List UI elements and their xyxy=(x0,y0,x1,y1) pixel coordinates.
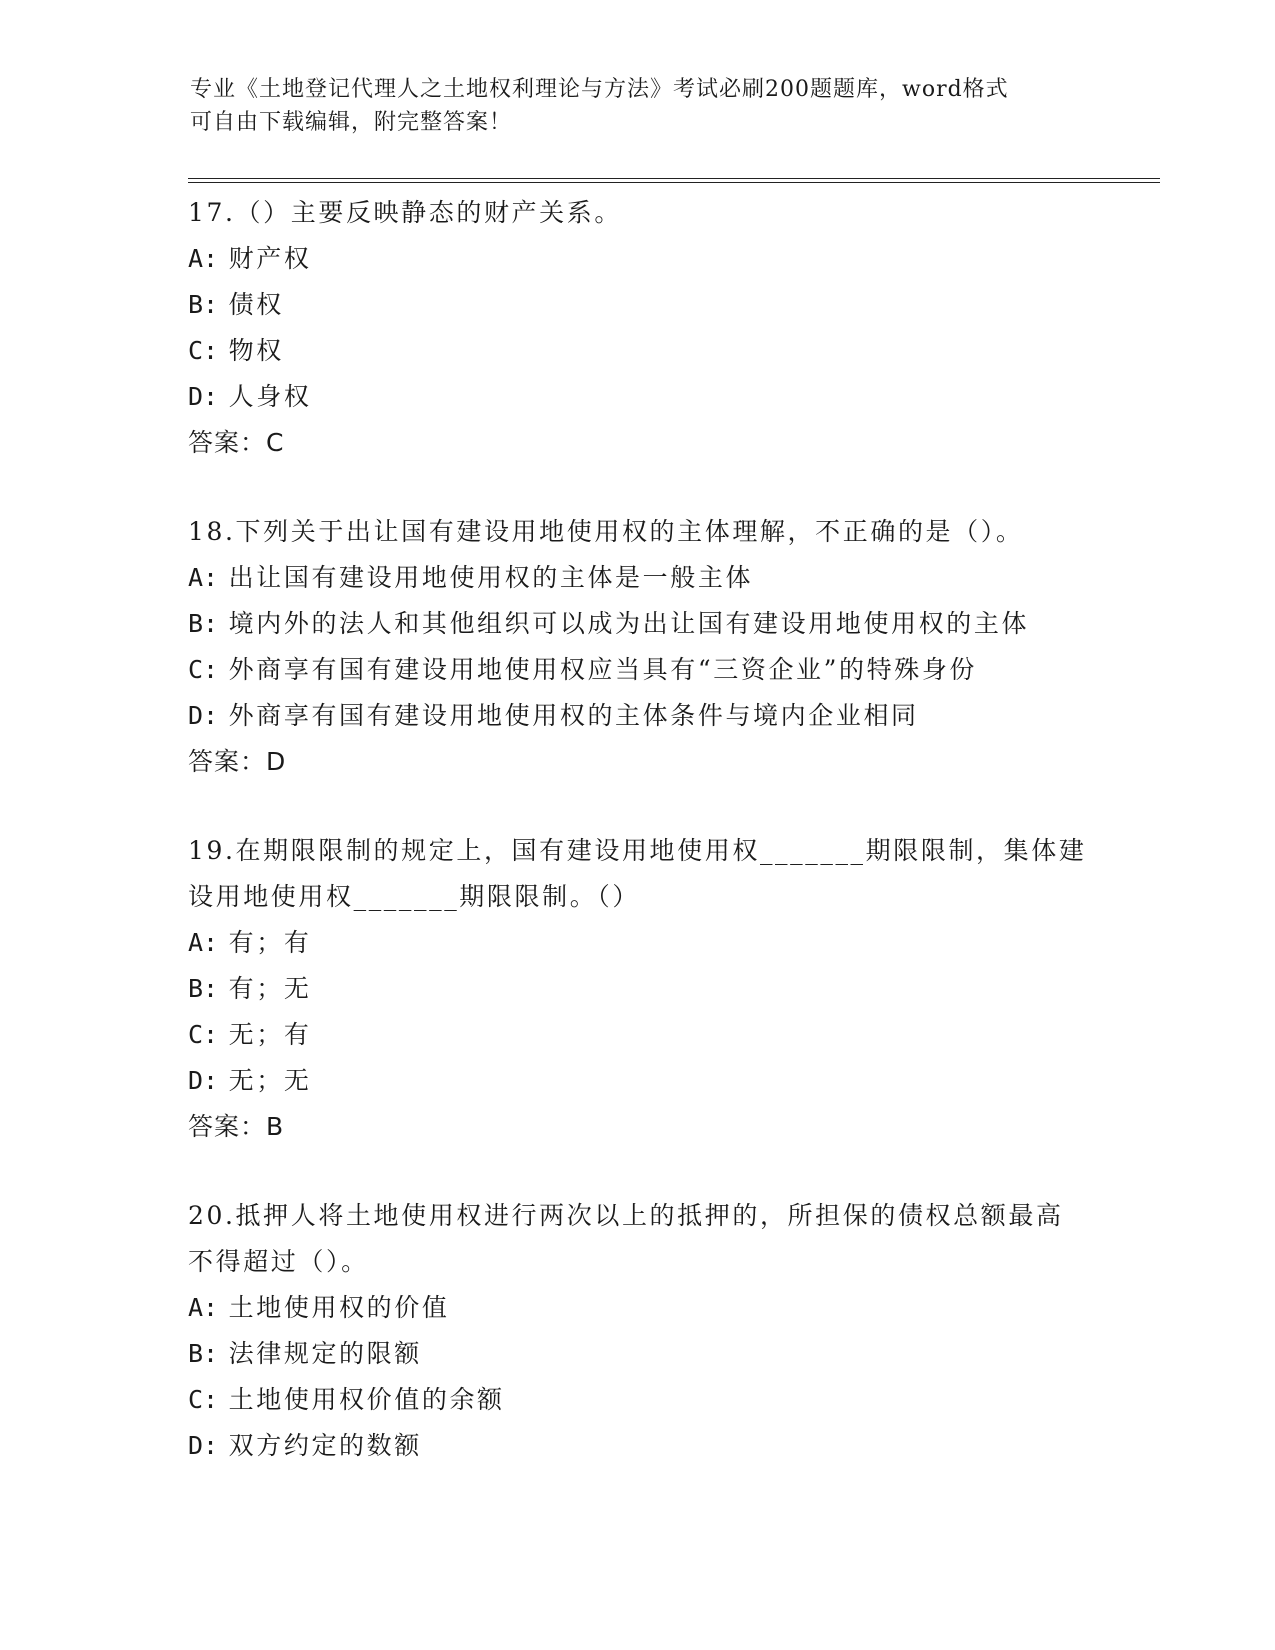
option-text: 有；有 xyxy=(228,928,312,957)
header-divider-bottom xyxy=(188,182,1160,183)
answer-line: 答案：C xyxy=(188,428,285,457)
option-text: 法律规定的限额 xyxy=(228,1339,422,1368)
question-17 xyxy=(188,190,1088,466)
option-text: 出让国有建设用地使用权的主体是一般主体 xyxy=(228,563,754,592)
option-letter: D: xyxy=(188,701,219,730)
option-text: 土地使用权的价值 xyxy=(228,1293,450,1322)
option-c xyxy=(188,647,1088,693)
question-stem: 20.抵押人将土地使用权进行两次以上的抵押的，所担保的债权总额最高不得超过（）。 xyxy=(188,1201,1064,1276)
option-letter: B: xyxy=(188,609,219,638)
option-letter: D: xyxy=(188,382,219,411)
option-letter: A: xyxy=(188,563,219,592)
option-text: 债权 xyxy=(228,290,284,319)
option-letter: C: xyxy=(188,1020,219,1049)
option-a xyxy=(188,920,1088,966)
option-d xyxy=(188,374,1088,420)
option-c xyxy=(188,1377,1088,1423)
header-divider-top xyxy=(188,178,1160,179)
option-letter: A: xyxy=(188,244,219,273)
option-b xyxy=(188,601,1088,647)
question-19 xyxy=(188,828,1088,1150)
option-text: 无；无 xyxy=(228,1066,312,1095)
question-stem: 18.下列关于出让国有建设用地使用权的主体理解，不正确的是（）。 xyxy=(188,517,1024,546)
option-letter: A: xyxy=(188,1293,219,1322)
answer-line: 答案：B xyxy=(188,1112,285,1141)
option-b xyxy=(188,966,1088,1012)
question-stem: 17.（）主要反映静态的财产关系。 xyxy=(188,198,622,227)
header-line-1: 专业《土地登记代理人之土地权利理论与方法》考试必刷200题题库，word格式 xyxy=(190,77,1009,102)
option-letter: A: xyxy=(188,928,219,957)
option-text: 物权 xyxy=(228,336,284,365)
header-line-2: 可自由下载编辑，附完整答案！ xyxy=(190,110,513,135)
document-header xyxy=(190,73,1070,139)
option-text: 无；有 xyxy=(228,1020,312,1049)
option-letter: C: xyxy=(188,336,219,365)
option-text: 外商享有国有建设用地使用权应当具有“三资企业”的特殊身份 xyxy=(228,655,978,684)
option-a xyxy=(188,555,1088,601)
option-letter: D: xyxy=(188,1431,219,1460)
answer-line: 答案：D xyxy=(188,747,287,776)
option-d xyxy=(188,1058,1088,1104)
option-text: 外商享有国有建设用地使用权的主体条件与境内企业相同 xyxy=(228,701,919,730)
option-c xyxy=(188,328,1088,374)
option-letter: B: xyxy=(188,1339,219,1368)
option-letter: D: xyxy=(188,1066,219,1095)
option-letter: C: xyxy=(188,655,219,684)
option-letter: B: xyxy=(188,974,219,1003)
question-stem: 19.在期限限制的规定上，国有建设用地使用权_______期限限制，集体建设用地使用权_______期限限制。（） xyxy=(188,836,1087,911)
option-b xyxy=(188,282,1088,328)
option-text: 财产权 xyxy=(228,244,312,273)
option-d xyxy=(188,693,1088,739)
question-18 xyxy=(188,509,1088,785)
option-d xyxy=(188,1423,1088,1469)
option-a xyxy=(188,236,1088,282)
option-letter: C: xyxy=(188,1385,219,1414)
option-b xyxy=(188,1331,1088,1377)
option-letter: B: xyxy=(188,290,219,319)
option-text: 有；无 xyxy=(228,974,312,1003)
option-text: 双方约定的数额 xyxy=(228,1431,422,1460)
option-text: 土地使用权价值的余额 xyxy=(228,1385,505,1414)
question-20 xyxy=(188,1193,1088,1469)
option-a xyxy=(188,1285,1088,1331)
option-c xyxy=(188,1012,1088,1058)
option-text: 境内外的法人和其他组织可以成为出让国有建设用地使用权的主体 xyxy=(228,609,1030,638)
option-text: 人身权 xyxy=(228,382,312,411)
